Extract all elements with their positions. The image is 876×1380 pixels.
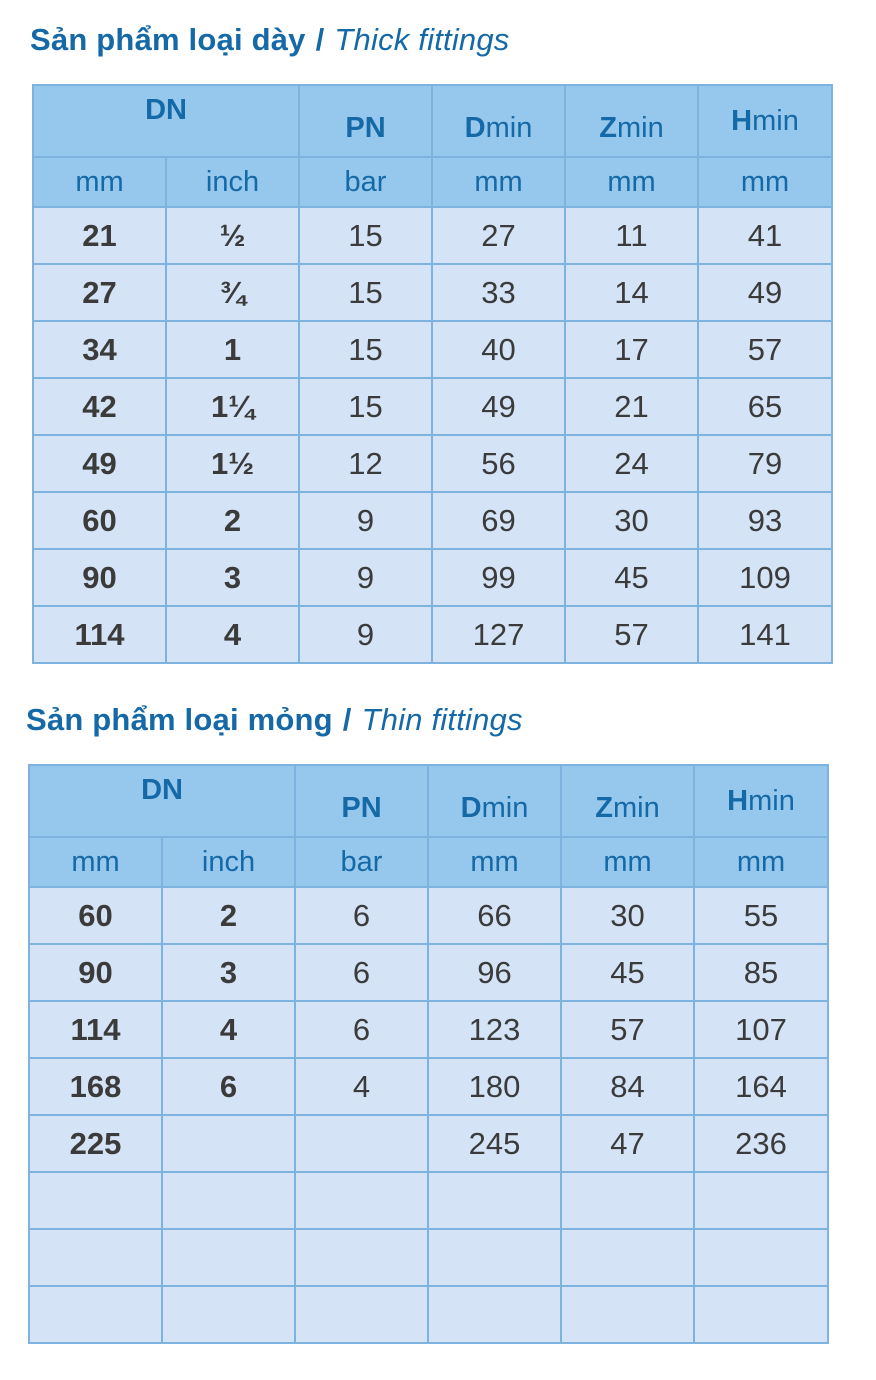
unit-cell: mm	[432, 157, 565, 207]
pn-cell: 6	[295, 887, 428, 944]
unit-cell: inch	[166, 157, 299, 207]
dmin-cell: 96	[428, 944, 561, 1001]
dn-inch-cell: 1	[166, 321, 299, 378]
table-row	[29, 1172, 828, 1229]
zmin-cell: 11	[565, 207, 698, 264]
unit-cell: bar	[299, 157, 432, 207]
dn-mm-cell: 27	[33, 264, 166, 321]
dn-inch-cell: 3	[162, 944, 295, 1001]
zmin-cell: 57	[561, 1001, 694, 1058]
hmin-cell	[694, 1172, 828, 1229]
dn-inch-cell	[162, 1115, 295, 1172]
dn-mm-cell: 42	[33, 378, 166, 435]
zmin-cell	[561, 1286, 694, 1343]
dn-mm-cell: 49	[33, 435, 166, 492]
dmin-cell: 180	[428, 1058, 561, 1115]
pn-cell: 15	[299, 321, 432, 378]
pn-cell: 9	[299, 606, 432, 663]
header-dmin: Dmin	[432, 85, 565, 157]
thin-section-title	[26, 702, 523, 738]
zmin-cell: 14	[565, 264, 698, 321]
unit-cell: mm	[428, 837, 561, 887]
pn-cell	[295, 1229, 428, 1286]
header-zmin: Zmin	[561, 765, 694, 837]
table-row	[29, 1001, 828, 1058]
table-row	[33, 264, 832, 321]
dmin-cell: 245	[428, 1115, 561, 1172]
unit-cell: mm	[698, 157, 832, 207]
dmin-cell: 27	[432, 207, 565, 264]
hmin-cell: 107	[694, 1001, 828, 1058]
dmin-cell: 127	[432, 606, 565, 663]
zmin-cell: 47	[561, 1115, 694, 1172]
pn-cell	[295, 1286, 428, 1343]
dn-mm-cell: 21	[33, 207, 166, 264]
pn-cell: 15	[299, 264, 432, 321]
pn-cell: 9	[299, 492, 432, 549]
dmin-cell: 56	[432, 435, 565, 492]
dmin-cell: 66	[428, 887, 561, 944]
dmin-cell: 99	[432, 549, 565, 606]
hmin-cell: 65	[698, 378, 832, 435]
thick-section-title	[30, 22, 510, 58]
dn-mm-cell: 34	[33, 321, 166, 378]
table-row	[29, 1058, 828, 1115]
pn-cell	[295, 1172, 428, 1229]
unit-cell: mm	[565, 157, 698, 207]
pn-cell: 6	[295, 944, 428, 1001]
unit-cell: bar	[295, 837, 428, 887]
unit-row	[29, 837, 828, 887]
pn-cell: 6	[295, 1001, 428, 1058]
dn-mm-cell: 114	[33, 606, 166, 663]
dmin-cell: 123	[428, 1001, 561, 1058]
dn-inch-cell: 1¼	[166, 378, 299, 435]
table-row	[33, 606, 832, 663]
zmin-cell: 30	[561, 887, 694, 944]
thin-title-en: Thin fittings	[361, 702, 523, 737]
zmin-cell: 17	[565, 321, 698, 378]
hmin-cell: 79	[698, 435, 832, 492]
dn-mm-cell: 60	[33, 492, 166, 549]
header-row	[29, 765, 828, 837]
table-row	[29, 1286, 828, 1343]
header-hmin: Hmin	[698, 85, 832, 157]
zmin-cell: 57	[565, 606, 698, 663]
dn-inch-cell: ¾	[166, 264, 299, 321]
table-row	[33, 435, 832, 492]
unit-cell: inch	[162, 837, 295, 887]
pn-cell: 12	[299, 435, 432, 492]
zmin-cell	[561, 1229, 694, 1286]
dmin-cell	[428, 1229, 561, 1286]
unit-row	[33, 157, 832, 207]
dn-mm-cell	[29, 1172, 162, 1229]
dn-inch-cell: 3	[166, 549, 299, 606]
hmin-cell: 85	[694, 944, 828, 1001]
dmin-cell: 49	[432, 378, 565, 435]
table-row	[33, 378, 832, 435]
dmin-cell: 33	[432, 264, 565, 321]
table-row	[29, 1115, 828, 1172]
zmin-cell: 24	[565, 435, 698, 492]
dmin-cell: 40	[432, 321, 565, 378]
table-row	[29, 887, 828, 944]
zmin-cell: 30	[565, 492, 698, 549]
unit-cell: mm	[694, 837, 828, 887]
hmin-cell: 55	[694, 887, 828, 944]
thick-title-separator: /	[315, 22, 325, 57]
dn-mm-cell: 225	[29, 1115, 162, 1172]
table-row	[29, 944, 828, 1001]
header-dn: DN	[33, 85, 299, 157]
hmin-cell: 49	[698, 264, 832, 321]
table-row	[33, 492, 832, 549]
dmin-cell	[428, 1172, 561, 1229]
dn-inch-cell: 4	[162, 1001, 295, 1058]
header-zmin: Zmin	[565, 85, 698, 157]
thin-title-vi: Sản phẩm loại mỏng	[26, 702, 333, 737]
zmin-cell: 84	[561, 1058, 694, 1115]
table-row	[33, 321, 832, 378]
hmin-cell: 236	[694, 1115, 828, 1172]
dn-mm-cell	[29, 1286, 162, 1343]
hmin-cell: 141	[698, 606, 832, 663]
unit-cell: mm	[561, 837, 694, 887]
dn-mm-cell	[29, 1229, 162, 1286]
dn-inch-cell	[162, 1172, 295, 1229]
header-row	[33, 85, 832, 157]
header-pn: PN	[295, 765, 428, 837]
pn-cell: 15	[299, 207, 432, 264]
header-pn: PN	[299, 85, 432, 157]
header-dn: DN	[29, 765, 295, 837]
table-row	[33, 549, 832, 606]
hmin-cell: 109	[698, 549, 832, 606]
dn-inch-cell: 1½	[166, 435, 299, 492]
hmin-cell	[694, 1229, 828, 1286]
dn-mm-cell: 90	[29, 944, 162, 1001]
hmin-cell: 93	[698, 492, 832, 549]
dmin-cell	[428, 1286, 561, 1343]
table-row	[29, 1229, 828, 1286]
unit-cell: mm	[33, 157, 166, 207]
pn-cell: 9	[299, 549, 432, 606]
header-dmin: Dmin	[428, 765, 561, 837]
dn-mm-cell: 168	[29, 1058, 162, 1115]
dn-mm-cell: 114	[29, 1001, 162, 1058]
dn-inch-cell: 6	[162, 1058, 295, 1115]
hmin-cell: 164	[694, 1058, 828, 1115]
thick-fittings-table	[32, 84, 833, 664]
dn-inch-cell	[162, 1286, 295, 1343]
hmin-cell: 57	[698, 321, 832, 378]
dn-mm-cell: 90	[33, 549, 166, 606]
zmin-cell: 45	[561, 944, 694, 1001]
zmin-cell: 21	[565, 378, 698, 435]
zmin-cell: 45	[565, 549, 698, 606]
thick-title-en: Thick fittings	[334, 22, 510, 57]
pn-cell	[295, 1115, 428, 1172]
dn-inch-cell: ½	[166, 207, 299, 264]
pn-cell: 4	[295, 1058, 428, 1115]
pn-cell: 15	[299, 378, 432, 435]
unit-cell: mm	[29, 837, 162, 887]
dn-mm-cell: 60	[29, 887, 162, 944]
thin-fittings-table	[28, 764, 829, 1344]
thick-title-vi: Sản phẩm loại dày	[30, 22, 306, 57]
dmin-cell: 69	[432, 492, 565, 549]
dn-inch-cell	[162, 1229, 295, 1286]
hmin-cell	[694, 1286, 828, 1343]
header-hmin: Hmin	[694, 765, 828, 837]
dn-inch-cell: 4	[166, 606, 299, 663]
hmin-cell: 41	[698, 207, 832, 264]
zmin-cell	[561, 1172, 694, 1229]
thin-title-separator: /	[342, 702, 352, 737]
dn-inch-cell: 2	[166, 492, 299, 549]
dn-inch-cell: 2	[162, 887, 295, 944]
table-row	[33, 207, 832, 264]
